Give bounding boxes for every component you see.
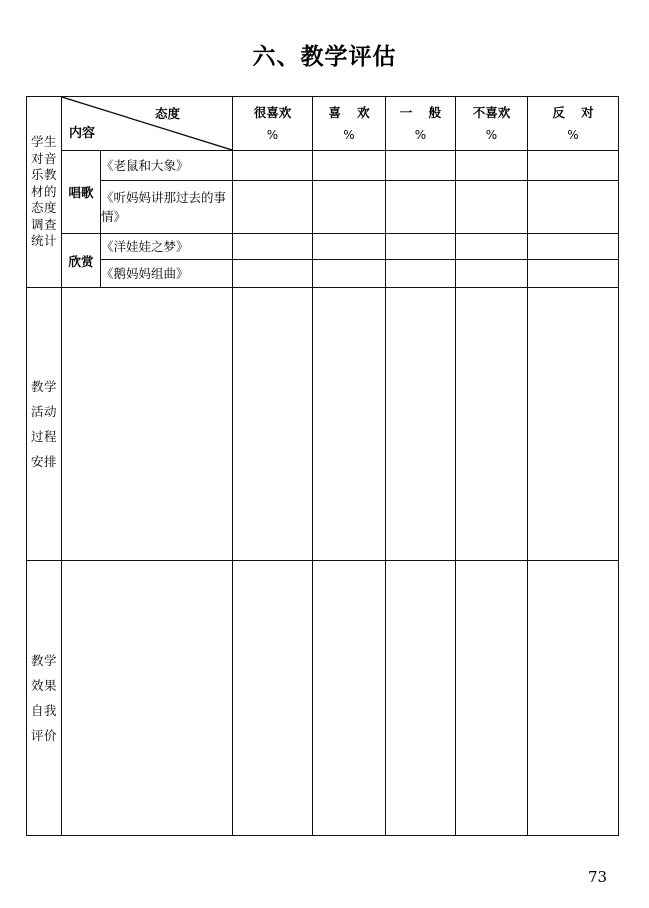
data-cell[interactable] xyxy=(528,288,619,561)
table-row xyxy=(27,234,619,260)
table-row xyxy=(27,151,619,181)
data-cell[interactable] xyxy=(386,181,456,234)
page-title: 六、教学评估 xyxy=(252,43,397,70)
column-header-very-like xyxy=(233,97,313,151)
data-cell[interactable] xyxy=(313,234,386,260)
data-cell[interactable] xyxy=(233,151,313,181)
evaluation-table xyxy=(26,96,619,836)
column-header-neutral-label: 一 般 xyxy=(399,104,448,120)
table-section-self-evaluation xyxy=(27,561,619,836)
item-title-mouse-and-elephant: 《老鼠和大象》 xyxy=(101,151,233,181)
item-title-dolls-dream: 《洋娃娃之梦》 xyxy=(101,234,233,260)
data-cell[interactable] xyxy=(386,260,456,288)
column-header-neutral xyxy=(386,97,456,151)
column-header-very-like-unit: % xyxy=(266,127,279,142)
data-cell[interactable] xyxy=(528,561,619,836)
corner-header-cell xyxy=(62,97,233,151)
table-row xyxy=(27,260,619,288)
category-label-appreciation: 欣赏 xyxy=(62,234,101,288)
column-header-like-label: 喜 欢 xyxy=(328,104,376,120)
section-label-survey: 学生对音乐教材的态度调查统计 xyxy=(27,97,62,288)
data-cell[interactable] xyxy=(386,234,456,260)
data-cell[interactable] xyxy=(456,234,528,260)
data-cell[interactable] xyxy=(456,181,528,234)
category-label-singing: 唱歌 xyxy=(62,151,101,234)
data-cell[interactable] xyxy=(456,288,528,561)
column-header-dislike-label: 不喜欢 xyxy=(472,104,511,120)
data-cell[interactable] xyxy=(233,181,313,234)
data-cell[interactable] xyxy=(528,181,619,234)
column-header-oppose xyxy=(528,97,619,151)
data-cell[interactable] xyxy=(456,260,528,288)
data-cell[interactable] xyxy=(386,288,456,561)
data-cell[interactable] xyxy=(233,561,313,836)
evaluation-table-wrapper xyxy=(26,96,618,836)
column-header-like-unit: % xyxy=(343,127,355,142)
table-section-activity-plan xyxy=(27,288,619,561)
table-header-row xyxy=(27,97,619,151)
data-cell[interactable] xyxy=(456,561,528,836)
data-cell[interactable] xyxy=(528,151,619,181)
column-header-dislike-unit: % xyxy=(485,127,498,142)
column-header-dislike xyxy=(456,97,528,151)
data-cell[interactable] xyxy=(386,561,456,836)
data-cell[interactable] xyxy=(233,234,313,260)
column-header-oppose-label: 反 对 xyxy=(552,104,600,120)
data-cell[interactable] xyxy=(313,260,386,288)
data-cell[interactable] xyxy=(528,234,619,260)
activity-plan-notes-cell[interactable] xyxy=(62,288,233,561)
data-cell[interactable] xyxy=(313,181,386,234)
item-title-mother-goose-suite: 《鹅妈妈组曲》 xyxy=(101,260,233,288)
data-cell[interactable] xyxy=(313,288,386,561)
data-cell[interactable] xyxy=(313,561,386,836)
data-cell[interactable] xyxy=(233,260,313,288)
data-cell[interactable] xyxy=(528,260,619,288)
column-header-very-like-label: 很喜欢 xyxy=(253,104,292,120)
item-title-listen-mother-tell-past-stories: 《听妈妈讲那过去的事情》 xyxy=(101,181,233,234)
table-row xyxy=(27,181,619,234)
data-cell[interactable] xyxy=(233,288,313,561)
corner-header-attitude-label: 态度 xyxy=(154,106,180,121)
section-label-activity-plan: 教学活动过程安排 xyxy=(27,288,62,561)
corner-header-content-label: 内容 xyxy=(69,126,96,141)
data-cell[interactable] xyxy=(313,151,386,181)
column-header-like xyxy=(313,97,386,151)
data-cell[interactable] xyxy=(456,151,528,181)
column-header-oppose-unit: % xyxy=(567,127,579,142)
section-label-self-evaluation: 教学效果自我评价 xyxy=(27,561,62,836)
data-cell[interactable] xyxy=(386,151,456,181)
self-evaluation-notes-cell[interactable] xyxy=(62,561,233,836)
column-header-neutral-unit: % xyxy=(414,127,427,142)
page-number: 73 xyxy=(588,868,608,886)
